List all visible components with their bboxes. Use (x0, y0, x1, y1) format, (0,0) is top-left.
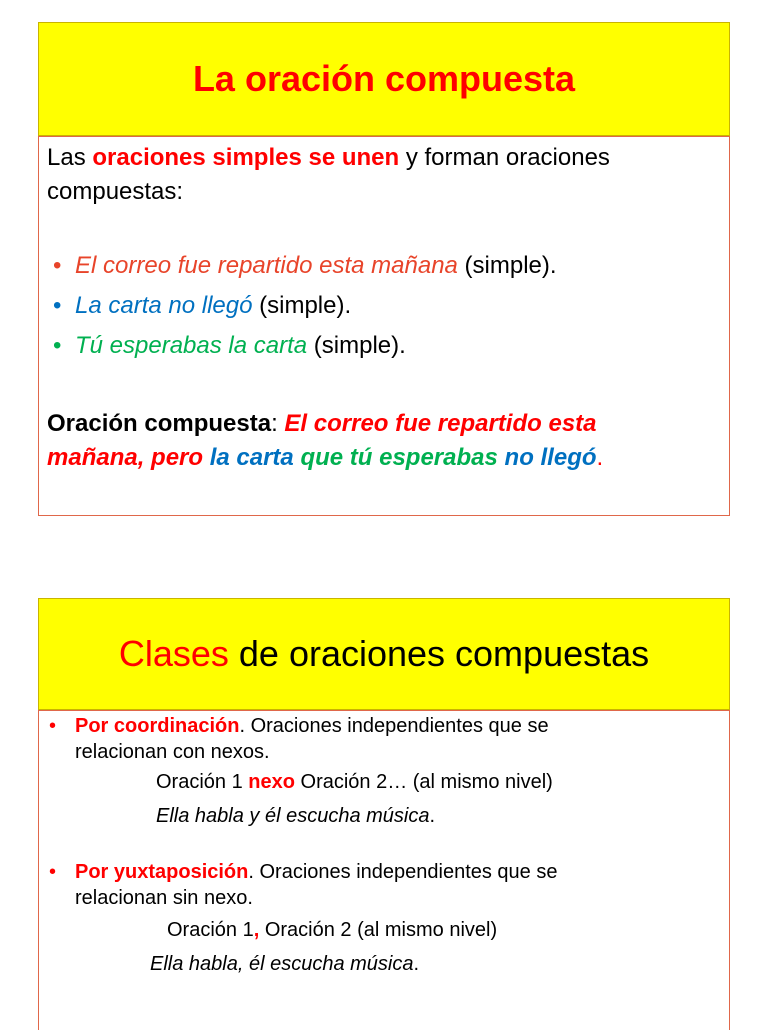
slide-2-title (119, 633, 649, 675)
sentence-type: (simple). (457, 252, 557, 279)
example-text: Ella habla y él escucha música (156, 805, 430, 827)
compound-part: la carta (203, 444, 294, 471)
intro-paragraph (47, 141, 719, 209)
compound-colon: : (271, 410, 285, 437)
item-desc: . Oraciones independientes que se (248, 861, 558, 883)
item-desc: relacionan sin nexo. (75, 887, 253, 909)
pattern-text: Oración 2 (al mismo nivel) (259, 919, 498, 941)
pattern-text: Oración 2… (al mismo nivel) (294, 771, 553, 793)
sentence-example: El correo fue repartido esta mañana (75, 252, 458, 279)
compound-part: mañana, pero (47, 444, 204, 471)
sentence-type: (simple). (307, 332, 406, 359)
intro-highlight: oraciones simples se unen (92, 144, 400, 171)
bullet-icon: • (49, 861, 57, 883)
list-item (47, 329, 719, 363)
example-line (43, 951, 719, 977)
item-desc: . Oraciones independientes que se (239, 715, 549, 737)
list-item (47, 289, 719, 323)
compound-sentence (47, 407, 719, 475)
pattern-line (43, 769, 719, 795)
pattern-mark: , (253, 919, 260, 941)
pattern-text: Oración 1 (167, 919, 254, 941)
bullet-icon: • (49, 715, 57, 737)
title-highlight: Clases (118, 633, 229, 674)
slide-1-content (38, 136, 730, 516)
item-label: Por coordinación (75, 715, 240, 737)
item-label: Por yuxtaposición (75, 861, 249, 883)
simple-sentences-list (47, 249, 719, 363)
bullet-icon: • (53, 292, 62, 319)
compound-part: que tú esperabas (293, 444, 498, 471)
list-item (47, 249, 719, 283)
compound-label: Oración compuesta (47, 410, 272, 437)
compound-part: no llegó (497, 444, 597, 471)
slide-2-content (38, 710, 730, 1030)
slide-1-title: La oración compuesta (192, 58, 576, 99)
bullet-icon: • (53, 252, 62, 279)
sentence-type: (simple). (252, 292, 352, 319)
slide-1 (38, 22, 730, 516)
compound-part: El correo fue repartido esta (284, 410, 597, 437)
example-text: Ella habla, él escucha música (150, 953, 414, 975)
intro-text: y forman oraciones (399, 144, 610, 171)
bullet-icon: • (53, 332, 62, 359)
sentence-example: La carta no llegó (75, 292, 253, 319)
slide-1-title-box (38, 22, 730, 136)
pattern-text: Oración 1 (156, 771, 249, 793)
slide-2-title-box (38, 598, 730, 710)
example-line (43, 803, 719, 829)
intro-text: compuestas: (47, 178, 184, 205)
list-item (43, 713, 719, 765)
compound-part: . (596, 444, 604, 471)
slide-2 (38, 598, 730, 1030)
sentence-example: Tú esperabas la carta (75, 332, 308, 359)
example-end: . (429, 805, 436, 827)
title-rest: de oraciones compuestas (228, 633, 650, 674)
list-item (43, 859, 719, 911)
pattern-line (43, 917, 719, 943)
pattern-mark: nexo (248, 771, 295, 793)
intro-text: Las (47, 144, 93, 171)
item-desc: relacionan con nexos. (75, 741, 270, 763)
example-end: . (413, 953, 420, 975)
